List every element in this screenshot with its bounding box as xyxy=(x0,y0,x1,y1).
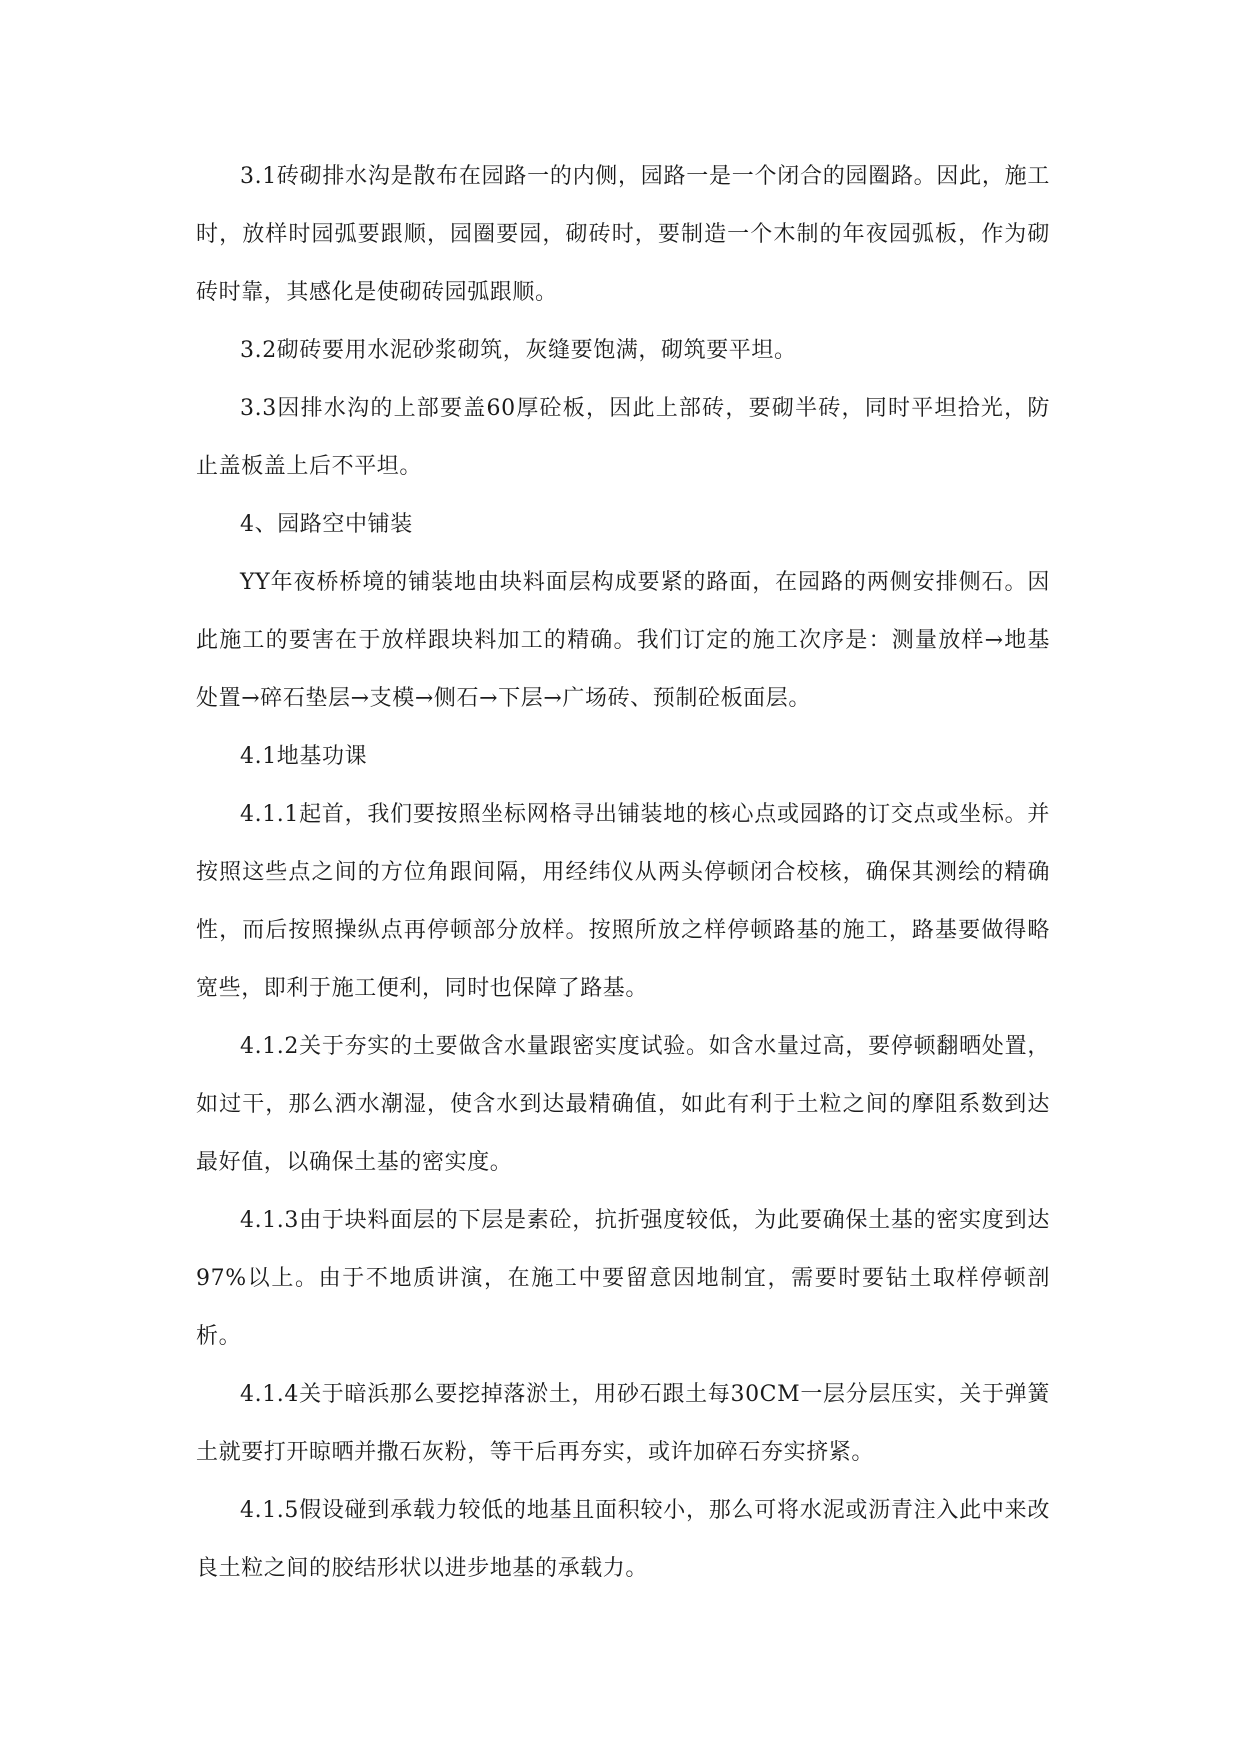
paragraph-3-2: 3.2砌砖要用水泥砂浆砌筑，灰缝要饱满，砌筑要平坦。 xyxy=(240,338,797,363)
paragraph-3-1: 3.1砖砌排水沟是散布在园路一的内侧，园路一是一个闭合的园圈路。因此，施工时，放样时园弧要跟顺，园圈要园，砌砖时，要制造一个木制的年夜园弧板，作为砌砖时靠，其感化是使砌砖园弧跟顺。 xyxy=(196,164,1050,305)
document-body xyxy=(196,148,1050,1598)
section-heading-4: 4、园路空中铺装 xyxy=(240,512,413,537)
paragraph-4-1-1: 4.1.1起首，我们要按照坐标网格寻出铺装地的核心点或园路的订交点或坐标。并按照这些点之间的方位角跟间隔，用经纬仪从两头停顿闭合校核，确保其测绘的精确性，而后按照操纵点再停顿部分放样。按照所放之样停顿路基的施工，路基要做得略宽些，即利于施工便利，同时也保障了路基。 xyxy=(196,802,1050,1001)
paragraph-4-1-4: 4.1.4关于暗浜那么要挖掉落淤土，用砂石跟土每30CM一层分层压实，关于弹簧土就要打开晾晒并撒石灰粉，等干后再夯实，或许加碎石夯实挤紧。 xyxy=(196,1382,1050,1465)
paragraph-4-1-5: 4.1.5假设碰到承载力较低的地基且面积较小，那么可将水泥或沥青注入此中来改良土粒之间的胶结形状以进步地基的承载力。 xyxy=(196,1498,1050,1581)
paragraph-4-intro: YY年夜桥桥境的铺装地由块料面层构成要紧的路面，在园路的两侧安排侧石。因此施工的要害在于放样跟块料加工的精确。我们订定的施工次序是：测量放样→地基处置→碎石垫层→支模→侧石→下层→广场砖、预制砼板面层。 xyxy=(196,570,1050,711)
paragraph-3-3: 3.3因排水沟的上部要盖60厚砼板，因此上部砖，要砌半砖，同时平坦拾光，防止盖板盖上后不平坦。 xyxy=(196,396,1050,479)
paragraph-4-1-2: 4.1.2关于夯实的土要做含水量跟密实度试验。如含水量过高，要停顿翻晒处置，如过干，那么洒水潮湿，使含水到达最精确值，如此有利于土粒之间的摩阻系数到达最好值，以确保土基的密实度。 xyxy=(196,1034,1050,1175)
paragraph-4-1-3: 4.1.3由于块料面层的下层是素砼，抗折强度较低，为此要确保土基的密实度到达97%以上。由于不地质讲演，在施工中要留意因地制宜，需要时要钻土取样停顿剖析。 xyxy=(196,1208,1050,1349)
section-heading-4-1: 4.1地基功课 xyxy=(240,744,368,769)
